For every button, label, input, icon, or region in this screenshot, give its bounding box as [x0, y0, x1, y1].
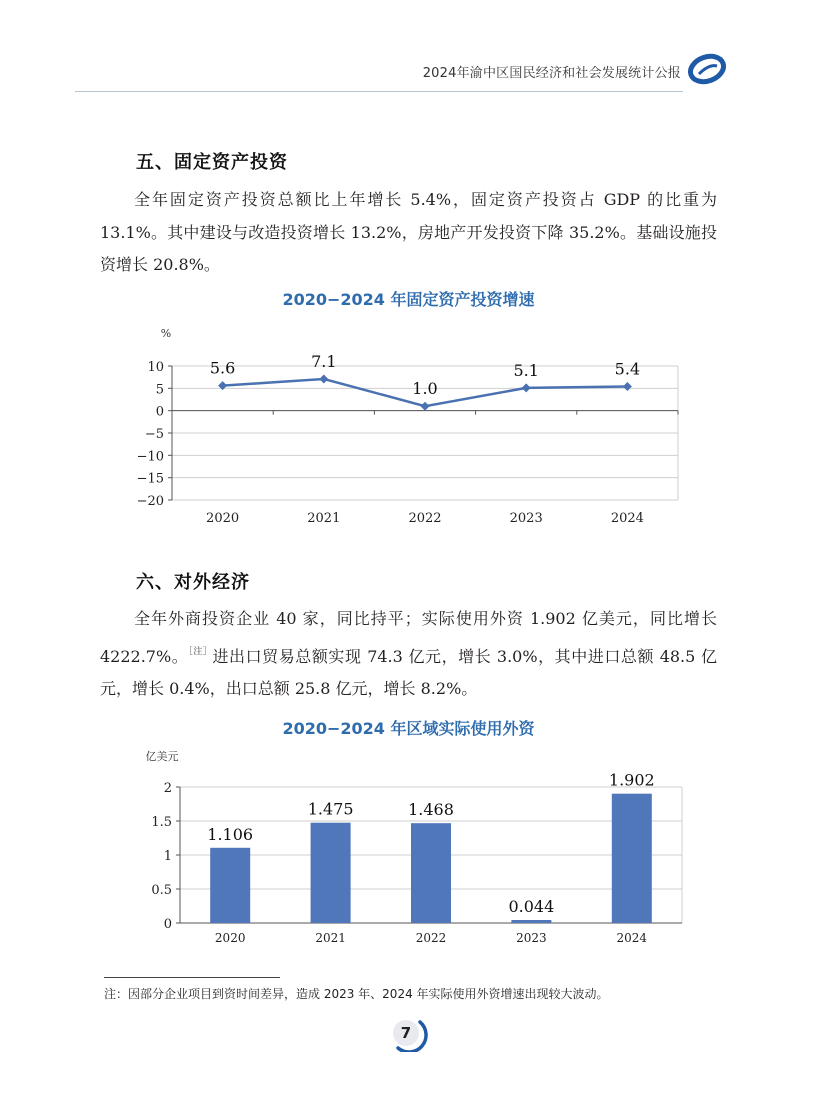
- y-tick-label: 0: [155, 404, 164, 420]
- data-label: 7.1: [311, 351, 337, 371]
- y-tick-label: −5: [144, 427, 164, 442]
- x-tick-label: 2021: [307, 511, 341, 526]
- y-tick-label: −10: [136, 449, 164, 465]
- y-tick-label: 1: [163, 849, 172, 864]
- data-label: 1.106: [207, 824, 254, 844]
- x-tick-label: 2021: [315, 931, 346, 945]
- y-axis-unit-label: 亿美元: [145, 750, 179, 763]
- x-tick-label: 2022: [408, 511, 442, 526]
- y-tick-label: −15: [136, 471, 164, 487]
- paragraph-text: [100, 603, 717, 706]
- y-tick-label: 10: [147, 360, 164, 375]
- chart-title-foreign-capital: 2020−2024 年区域实际使用外资: [282, 719, 535, 738]
- data-point: [623, 382, 632, 391]
- data-point: [319, 374, 328, 383]
- x-tick-label: 2022: [415, 931, 447, 945]
- statistics-logo-icon: [687, 52, 727, 86]
- section-paragraph-foreign-economy: [100, 603, 717, 706]
- data-label: 1.0: [412, 379, 438, 399]
- y-tick-label: 5: [155, 382, 164, 398]
- x-tick-label: 2020: [214, 931, 246, 945]
- footnote-text: 注：因部分企业项目到资时间差异，造成 2023 年、2024 年实际使用外资增速出现较大波动。: [104, 987, 609, 1001]
- data-label: 5.4: [614, 359, 641, 379]
- x-tick-label: 2020: [206, 511, 240, 526]
- footnote-divider: [104, 977, 280, 978]
- bar: [612, 794, 652, 923]
- y-tick-label: 2: [163, 781, 172, 796]
- paragraph-text: 全年固定资产投资总额比上年增长 5.4%，固定资产投资占 GDP 的比重为 13.1%。其中建设与改造投资增长 13.2%，房地产开发投资下降 35.2%。基础设施投资增长 20.8%。: [100, 190, 717, 274]
- x-tick-label: 2024: [616, 931, 648, 945]
- y-axis-unit-label: %: [160, 327, 172, 340]
- foreign-capital-bar-chart: [100, 745, 700, 950]
- bar: [311, 823, 351, 923]
- x-tick-label: 2023: [509, 511, 543, 526]
- section-heading-foreign-economy: 六、对外经济: [136, 572, 250, 593]
- paragraph-text-part1: 全年外商投资企业 40 家，同比持平；实际使用外资 1.902 亿美元，同比增长 4222.7%。: [100, 609, 717, 666]
- section-heading-fixed-investment: 五、固定资产投资: [136, 152, 288, 173]
- data-label: 1.475: [307, 799, 354, 819]
- data-label: 5.6: [209, 358, 236, 378]
- chart-title-investment-growth: 2020−2024 年固定资产投资增速: [282, 290, 535, 309]
- data-label: 5.1: [513, 360, 539, 380]
- bar: [511, 920, 551, 923]
- data-label: 0.044: [508, 897, 555, 917]
- footnote-marker: ［注］: [188, 646, 213, 657]
- data-point: [421, 402, 430, 411]
- y-tick-label: 0.5: [151, 883, 172, 898]
- y-tick-label: −20: [136, 494, 164, 509]
- data-label: 1.902: [608, 770, 655, 790]
- report-header-title: 2024年渝中区国民经济和社会发展统计公报: [422, 66, 681, 81]
- y-tick-label: 1.5: [151, 815, 172, 830]
- data-point: [522, 383, 531, 392]
- header-divider: [75, 91, 683, 92]
- x-tick-label: 2023: [516, 931, 547, 945]
- paragraph-text-part2: 进出口贸易总额实现 74.3 亿元，增长 3.0%，其中进口总额 48.5 亿元，增长 0.4%，出口总额 25.8 亿元，增长 8.2%。: [100, 646, 717, 698]
- data-label: 1.468: [408, 800, 454, 820]
- section-paragraph-fixed-investment: [100, 184, 717, 282]
- bar: [411, 823, 451, 923]
- y-tick-label: 0: [163, 917, 172, 932]
- x-tick-label: 2024: [610, 511, 644, 526]
- page-number: 7: [393, 1020, 419, 1046]
- bar: [210, 848, 250, 923]
- investment-growth-line-chart: [100, 318, 700, 533]
